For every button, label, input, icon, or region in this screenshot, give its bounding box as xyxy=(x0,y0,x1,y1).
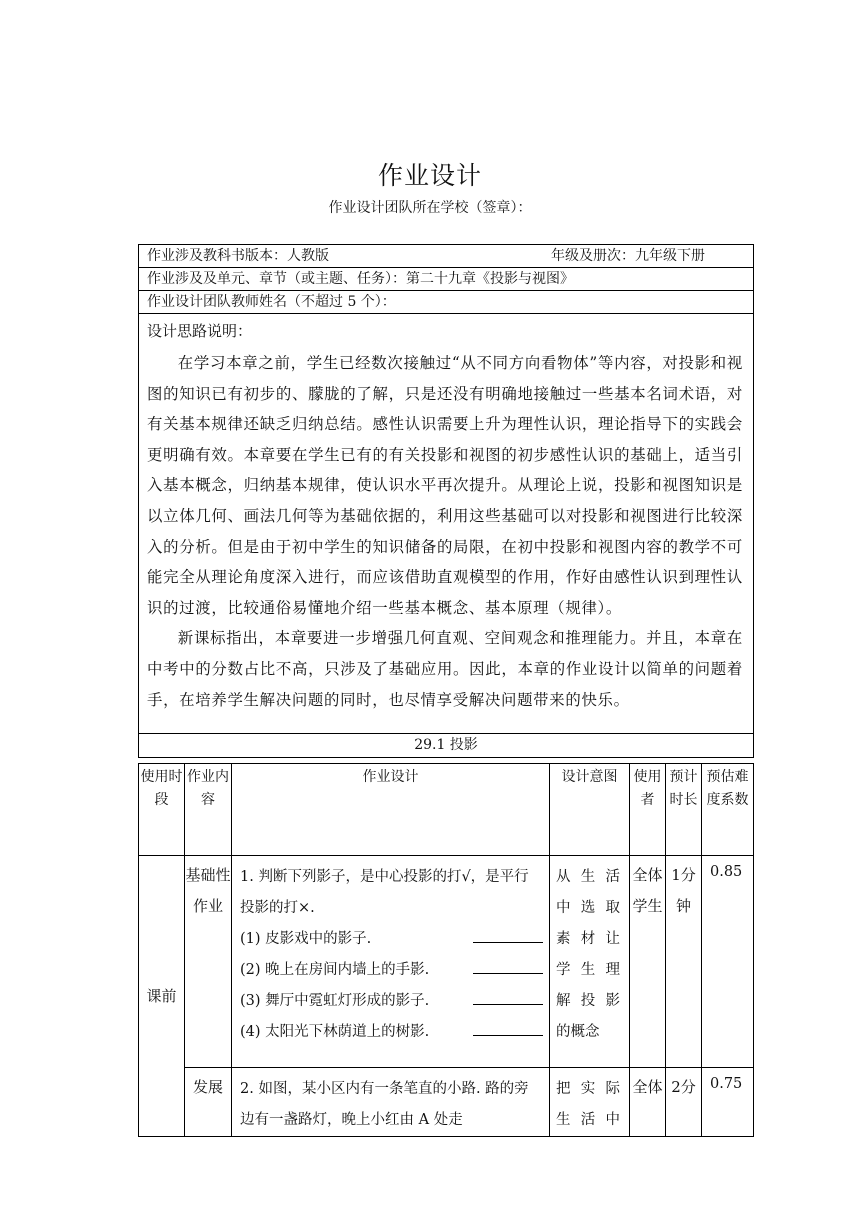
answer-blank[interactable] xyxy=(473,986,543,1005)
textbook-row xyxy=(139,245,753,268)
header-duration: 预计时长 xyxy=(666,764,702,856)
intent-cell: 从生活中选取素材让学生理解投影 的概念 xyxy=(550,856,630,1068)
teachers-row: 作业设计团队教师姓名（不超过 5 个）： xyxy=(139,291,753,314)
section-title: 29.1 投影 xyxy=(139,734,753,758)
header-period: 使用时段 xyxy=(139,764,185,856)
header-difficulty: 预估难度系数 xyxy=(702,764,754,856)
content-cell: 基础性作业 xyxy=(185,856,232,1068)
question-intro: 1. 判断下列影子，是中心投影的打√，是平行投影的打×. xyxy=(240,869,529,916)
duration-cell: 2分 xyxy=(666,1068,702,1137)
question-item: (1) 皮影戏中的影子. xyxy=(240,924,543,955)
unit-row: 作业涉及及单元、章节（或主题、任务）：第二十九章《投影与视图》 xyxy=(139,268,753,291)
design-notes-paragraph-1: 在学习本章之前，学生已经数次接触过“从不同方向看物体”等内容，对投影和视图的知识已有初步的、朦胧的了解，只是还没有明确地接触过一些基本名词术语，对有关基本规律还缺乏归纳总结。感性认识需要上升为理性认识，理论指导下的实践会更明确有效。本章要在学生已有的有关投影和视图的初步感性认识的基础上，适当引入基本概念，归纳基本规律，使认识水平再次提升。从理论上说，投影和视图知识是以立体几何、画法几何等为基础依据的，利用这些基础可以对投影和视图进行比较深入的分析。但是由于初中学生的知识储备的局限，在初中投影和视图内容的教学不可能完全从理论角度深入进行，而应该借助直观模型的作用，作好由感性认识到理性认识的过渡，比较通俗易懂地介绍一些基本概念、基本原理（规律）。 xyxy=(147,354,743,617)
table-header-row xyxy=(139,764,754,856)
answer-blank[interactable] xyxy=(473,955,543,974)
grade-volume: 年级及册次：九年级下册 xyxy=(551,248,705,264)
design-notes xyxy=(139,314,753,734)
table-row xyxy=(139,856,754,1068)
design-notes-heading: 设计思路说明： xyxy=(147,322,253,340)
duration-cell: 1分钟 xyxy=(666,856,702,1068)
design-notes-paragraph-2: 新课标指出，本章要进一步增强几何直观、空间观念和推理能力。并且，本章在中考中的分数占比不高，只涉及了基础应用。因此，本章的作业设计以简单的问题着手，在培养学生解决问题的同时，也尽情享受解决问题带来的快乐。 xyxy=(147,629,743,709)
table-row xyxy=(139,1068,754,1137)
user-cell: 全体 xyxy=(630,1068,666,1137)
info-box xyxy=(138,244,754,758)
question-item: (4) 太阳光下林荫道上的树影. xyxy=(240,1017,543,1048)
homework-table xyxy=(138,763,754,1137)
user-cell: 全体学生 xyxy=(630,856,666,1068)
intent-cell: 把实际生活中 xyxy=(550,1068,630,1137)
textbook-version: 作业涉及教科书版本：人教版 xyxy=(147,248,329,264)
answer-blank[interactable] xyxy=(473,1017,543,1036)
header-design: 作业设计 xyxy=(232,764,550,856)
question-item: (2) 晚上在房间内墙上的手影. xyxy=(240,955,543,986)
question-item: (3) 舞厅中霓虹灯形成的影子. xyxy=(240,986,543,1017)
header-user: 使用者 xyxy=(630,764,666,856)
answer-blank[interactable] xyxy=(473,924,543,943)
difficulty-cell: 0.75 xyxy=(702,1068,754,1137)
question-cell: 2. 如图，某小区内有一条笔直的小路. 路的旁边有一盏路灯，晚上小红由 A 处走 xyxy=(232,1068,550,1137)
content-cell: 发展 xyxy=(185,1068,232,1137)
difficulty-cell: 0.85 xyxy=(702,856,754,1068)
document-title: 作业设计 xyxy=(377,161,482,190)
document-subtitle: 作业设计团队所在学校（签章）： xyxy=(328,200,532,216)
header-intent: 设计意图 xyxy=(550,764,630,856)
question-cell xyxy=(232,856,550,1068)
header-content: 作业内容 xyxy=(185,764,232,856)
period-cell: 课前 xyxy=(139,856,185,1137)
